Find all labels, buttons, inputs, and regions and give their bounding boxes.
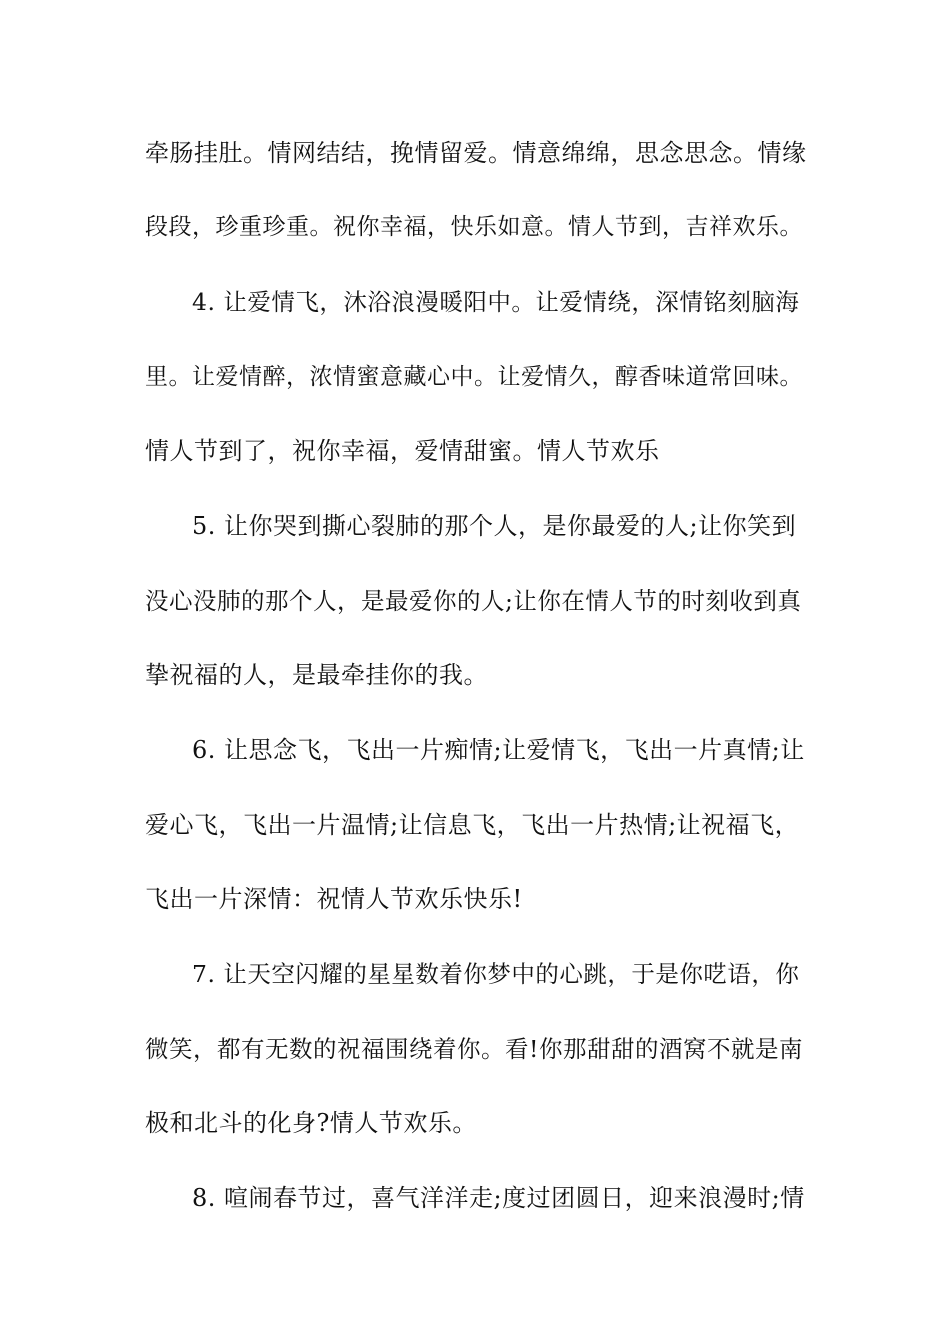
text-line: 爱心飞，飞出一片温情;让信息飞，飞出一片热情;让祝福飞，: [145, 811, 800, 839]
text-line: 飞出一片深情：祝情人节欢乐快乐!: [145, 885, 523, 913]
paragraph-5-start: 5. 让你哭到撕心裂肺的那个人，是你最爱的人;让你笑到: [192, 512, 797, 540]
text-line: 微笑，都有无数的祝福围绕着你。看!你那甜甜的酒窝不就是南: [145, 1035, 803, 1063]
paragraph-6-start: 6. 让思念飞，飞出一片痴情;让爱情飞，飞出一片真情;让: [192, 736, 805, 764]
text-line: 挚祝福的人，是最牵挂你的我。: [145, 661, 488, 689]
text-line: 没心没肺的那个人，是最爱你的人;让你在情人节的时刻收到真: [145, 587, 802, 615]
text-line: 里。让爱情醉，浓情蜜意藏心中。让爱情久，醇香味道常回味。: [145, 364, 803, 390]
text-line: 牵肠挂肚。情网结结，挽情留爱。情意绵绵，思念思念。情缘: [145, 139, 807, 167]
paragraph-8-start: 8. 喧闹春节过，喜气洋洋走;度过团圆日，迎来浪漫时;情: [192, 1184, 805, 1212]
paragraph-7-start: 7. 让天空闪耀的星星数着你梦中的心跳，于是你呓语，你: [192, 960, 800, 988]
text-line: 段段，珍重珍重。祝你幸福，快乐如意。情人节到，吉祥欢乐。: [145, 214, 803, 240]
text-line: 极和北斗的化身?情人节欢乐。: [145, 1109, 477, 1137]
text-line: 情人节到了，祝你幸福，爱情甜蜜。情人节欢乐: [145, 437, 660, 465]
paragraph-4-start: 4. 让爱情飞，沐浴浪漫暖阳中。让爱情绕，深情铭刻脑海: [192, 288, 800, 316]
